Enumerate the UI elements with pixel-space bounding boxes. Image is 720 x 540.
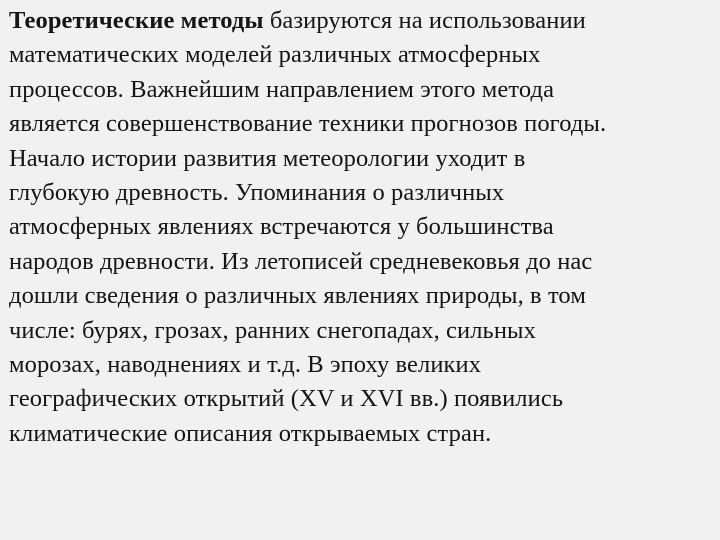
text-line-10: числе: бурях, грозах, ранних снегопадах, сильных: [9, 316, 536, 344]
line-text: базируются на использовании: [263, 7, 586, 34]
text-line-1: [9, 4, 709, 38]
text-line-8: народов древности. Из летописей средневековья до нас: [9, 247, 593, 275]
text-line-6: глубокую древность. Упоминания о различных: [9, 179, 505, 207]
text-line-2: математических моделей различных атмосферных: [9, 41, 541, 69]
text-line-12: географических открытий (XV и XVI вв.) появились: [9, 385, 564, 413]
text-line-4: является совершенствование техники прогнозов погоды.: [9, 110, 607, 138]
text-line-11: морозах, наводнениях и т.д. В эпоху великих: [9, 351, 482, 379]
text-line-5: Начало истории развития метеорологии уходит в: [9, 144, 526, 172]
body-paragraph: [9, 4, 709, 451]
text-line-3: процессов. Важнейшим направлением этого метода: [9, 75, 555, 103]
text-line-7: атмосферных явлениях встречаются у большинства: [9, 213, 554, 241]
text-line-13: климатические описания открываемых стран.: [9, 419, 492, 447]
text-line-9: дошли сведения о различных явлениях природы, в том: [9, 282, 586, 310]
bold-term: Теоретические методы: [9, 7, 264, 34]
